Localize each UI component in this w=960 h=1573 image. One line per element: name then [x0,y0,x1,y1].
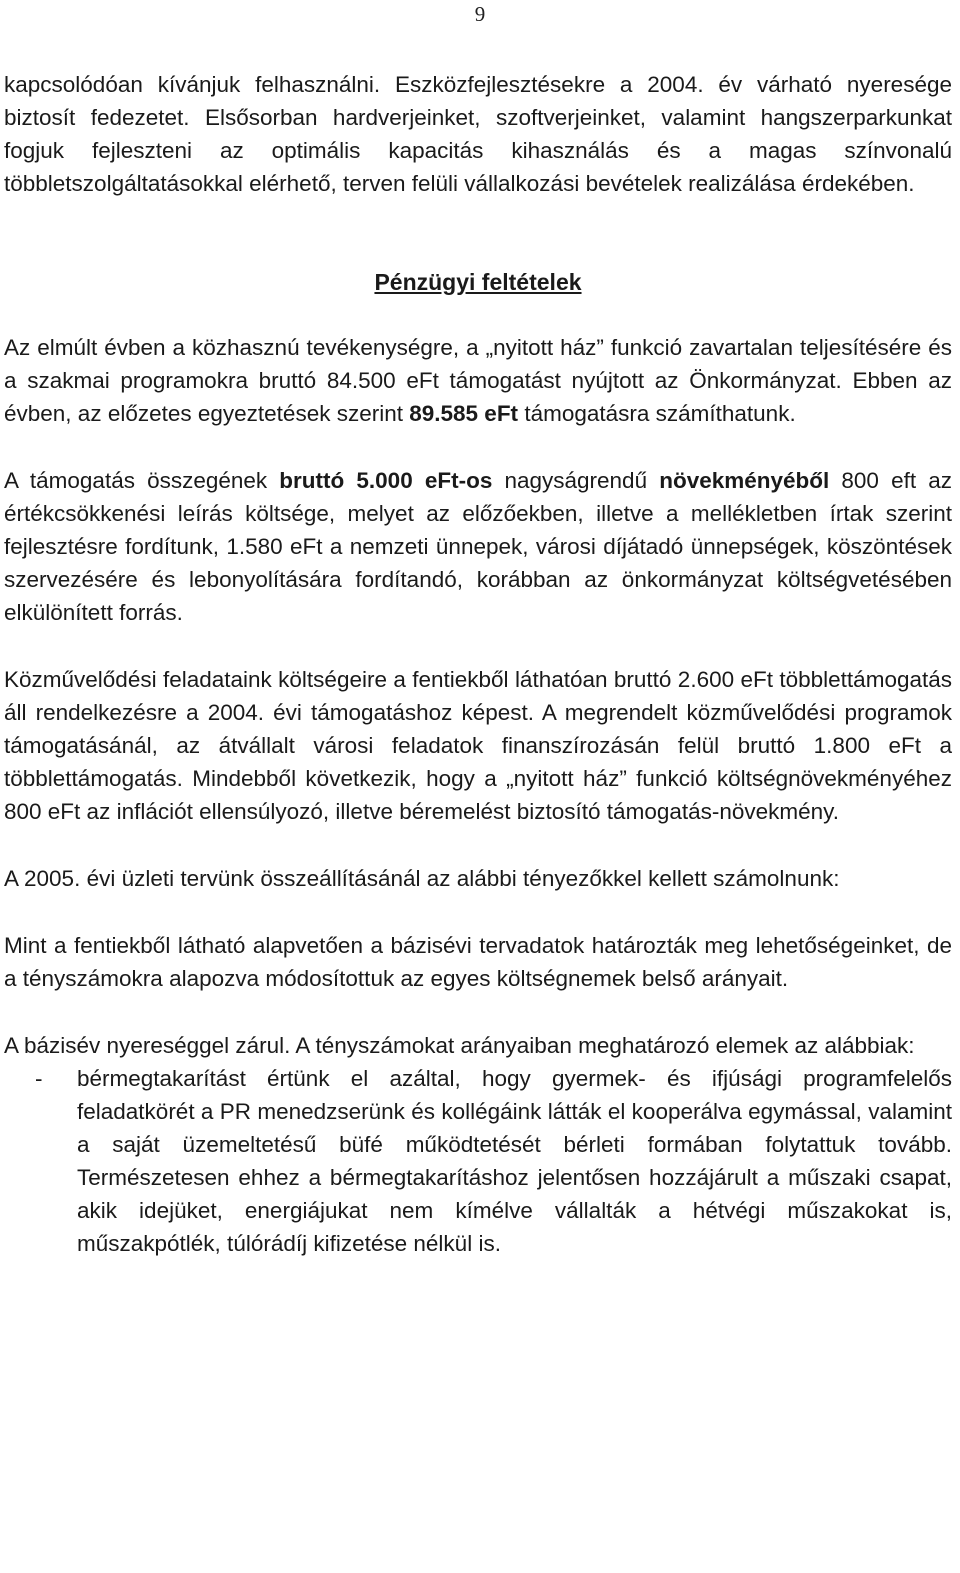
paragraph-cultural-costs: Közművelődési feladataink költségeire a fentiekből láthatóan bruttó 2.600 eFt többlettámogatás áll rendelkezésre a 2004. évi támogatáshoz képest. A megrendelt közművelődési programok támogatásánál, az átvállalt városi feladatok finanszírozásán felül bruttó 1.800 eFt a többlettámogatás. Mindebből következik, hogy a „nyitott ház” funkció költségnövekményéhez 800 eFt az inflációt ellensúlyozó, illetve béremelést biztosító támogatás-növekmény. [4,667,952,824]
paragraph-funding-text: Az elmúlt évben a közhasznú tevékenységre, a „nyitott ház” funkció zavartalan teljesítésére és a szakmai programokra bruttó 84.500 eFt támogatást nyújtott az Önkormányzat. Ebben az évben, az előzetes egyeztetések szerint [4,335,952,426]
paragraph-increase-text-2: nagyságrendű [492,468,660,493]
factor-list [4,1062,952,1260]
document-body [4,68,952,1260]
list-item [4,1062,952,1260]
paragraph-base-year-data: Mint a fentiekből látható alapvetően a bázisévi tervadatok határozták meg lehetőségeinket, de a tényszámokra alapozva módosítottuk az egyes költségnemek belső arányait. [4,933,952,991]
page-number: 9 [474,2,486,26]
paragraph-funding-text-end: támogatásra számíthatunk. [518,401,796,426]
paragraph-base-year-profit: A bázisév nyereséggel zárul. A tényszámokat arányaiban meghatározó elemek az alábbiak: [4,1033,915,1058]
paragraph-increase-text-1: A támogatás összegének [4,468,280,493]
paragraph-increase-text-3: 800 eft az értékcsökkenési leírás költsége, melyet az előzőekben, illetve a mellékletben írtak szerint fejlesztésre fordítunk, 1.580 eFt a nemzeti ünnepek, városi díjátadó ünnepségek, köszöntések szervezésére és lebonyolítására fordítandó, korábban az önkormányzat költségvetésében elkülönített forrás. [4,468,952,625]
paragraph-increase [4,464,952,629]
paragraph-intro: kapcsolódóan kívánjuk felhasználni. Eszközfejlesztésekre a 2004. év várható nyeresége biztosít fedezetet. Elsősorban hardverjeinket, szoftverjeinket, valamint hangszerparkunkat fogjuk fejleszteni az optimális kapacitás kihasználás és a magas színvonalú többletszolgáltatásokkal elérhető, terven felüli vállalkozási bevételek realizálása érdekében. [4,72,952,196]
list-dash: - [35,1066,43,1091]
list-item-text: bérmegtakarítást értünk el azáltal, hogy gyermek- és ifjúsági programfelelős feladatkörét a PR menedzserünk és kollégáink látták el kooperálva egymással, valamint a saját üzemeltetésű büfé működtetését bérleti formában folytattuk tovább. Természetesen ehhez a bérmegtakarításhoz jelentősen hozzájárult a műszaki csapat, akik idejüket, energiájukat nem kímélve vállalták a hétvégi műszakokat is, műszakpótlék, túlórádíj kifizetése nélkül is. [77,1066,952,1256]
paragraph-business-plan: A 2005. évi üzleti tervünk összeállításánál az alábbi tényezőkkel kellett számolnunk: [4,866,840,891]
paragraph-increase-bold-1: bruttó 5.000 eFt-os [279,468,493,493]
paragraph-funding [4,331,952,430]
section-heading: Pénzügyi feltételek [374,269,582,295]
paragraph-funding-bold: 89.585 eFt [409,401,519,426]
paragraph-increase-bold-2: növekményéből [659,468,830,493]
